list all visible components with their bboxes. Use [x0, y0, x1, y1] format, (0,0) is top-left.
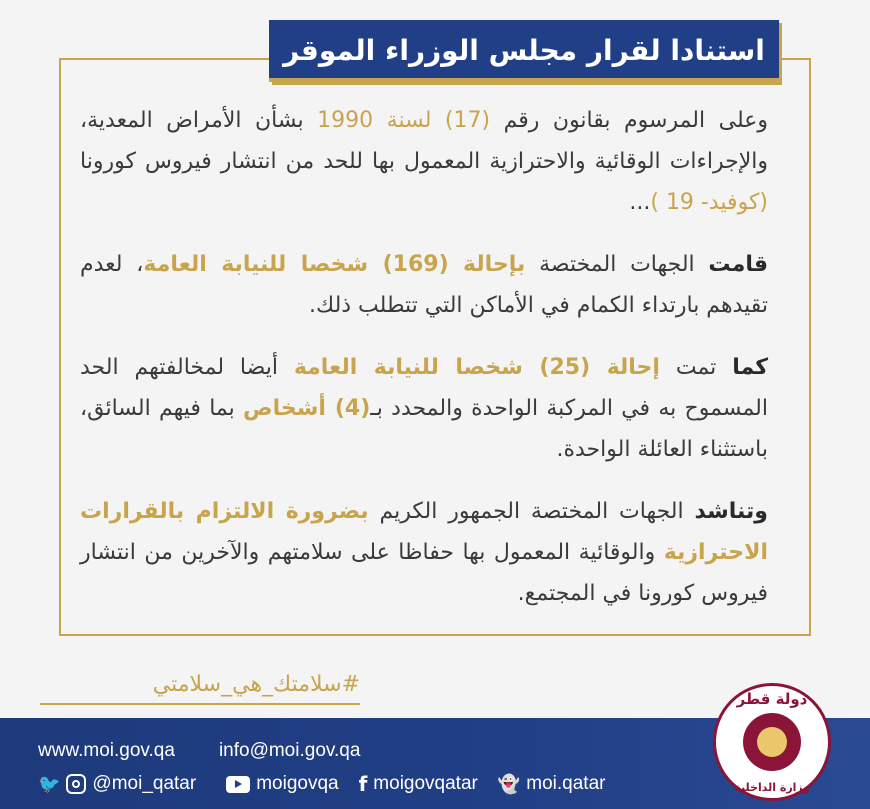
law-year: لسنة 1990 [317, 108, 445, 133]
text-segment: والوقائية المعمول بها حفاظا على سلامتهم والآخرين من انتشار فيروس كورونا في المجتمع. [80, 540, 768, 606]
text-segment: الجهات المختصة الجمهور الكريم [368, 499, 695, 524]
snapchat-icon[interactable]: 👻 [497, 773, 521, 795]
facebook-handle[interactable]: moigovqatar [373, 773, 478, 794]
text-segment: الجهات المختصة [525, 252, 709, 277]
text-segment: بما فيهم السائق، باستثناء العائلة الواحدة. [80, 396, 768, 462]
referral-highlight: بإحالة (169) شخصا للنيابة العامة [143, 252, 526, 277]
text-segment: ... [629, 190, 651, 215]
announcement-body [80, 100, 768, 635]
text-segment: أيضا لمخالفتهم الحد المسموح به في المركبة الواحدة والمحدد بـ [80, 355, 768, 421]
paragraph-law-reference [80, 100, 768, 223]
website-link[interactable]: www.moi.gov.qa [38, 740, 175, 761]
snapchat-handle[interactable]: moi.qatar [526, 773, 606, 794]
text-segment: ، لعدم تقيدهم بارتداء الكمام في الأماكن التي تتطلب ذلك. [80, 252, 768, 318]
email-link[interactable]: info@moi.gov.qa [218, 740, 361, 761]
emblem-bottom-text: وزارة الداخلية [734, 781, 810, 794]
youtube-icon[interactable] [226, 776, 250, 793]
contact-row [38, 740, 360, 762]
hashtag[interactable]: #سلامتك_هي_سلامتي [40, 672, 360, 705]
lead-word: قامت [708, 252, 768, 277]
twitter-instagram-handle[interactable]: @moi_qatar [92, 773, 197, 794]
text-segment: وعلى المرسوم بقانون رقم [490, 108, 768, 133]
paragraph-vehicle-referrals [80, 347, 768, 470]
passenger-limit: (4) أشخاص [243, 396, 371, 421]
covid-label: (كوفيد- 19 ) [650, 190, 768, 215]
page-title: استنادا لقرار مجلس الوزراء الموقر [269, 20, 779, 82]
social-row [38, 772, 605, 796]
referral-highlight: إحالة (25) شخصا للنيابة العامة [293, 355, 660, 380]
text-segment: تمت [659, 355, 733, 380]
paragraph-mask-referrals [80, 244, 768, 326]
moi-emblem [713, 683, 831, 801]
emblem-top-text: دولة قطر [736, 690, 808, 708]
youtube-handle[interactable]: moigovqa [256, 773, 339, 794]
emblem-seal-icon [743, 713, 801, 771]
facebook-icon[interactable]: f [358, 772, 368, 796]
paragraph-appeal [80, 491, 768, 614]
law-number: (17) [444, 108, 491, 133]
instagram-icon[interactable] [66, 774, 86, 794]
twitter-icon[interactable]: 🐦 [38, 773, 61, 795]
lead-word: كما [732, 355, 768, 380]
text-segment: بشأن الأمراض المعدية، والإجراءات الوقائية والاحترازية المعمول بها للحد من انتشار فيروس كورونا [80, 108, 768, 174]
commitment-highlight: بضرورة الالتزام بالقرارات الاحترازية [80, 499, 768, 565]
lead-word: وتناشد [694, 499, 768, 524]
